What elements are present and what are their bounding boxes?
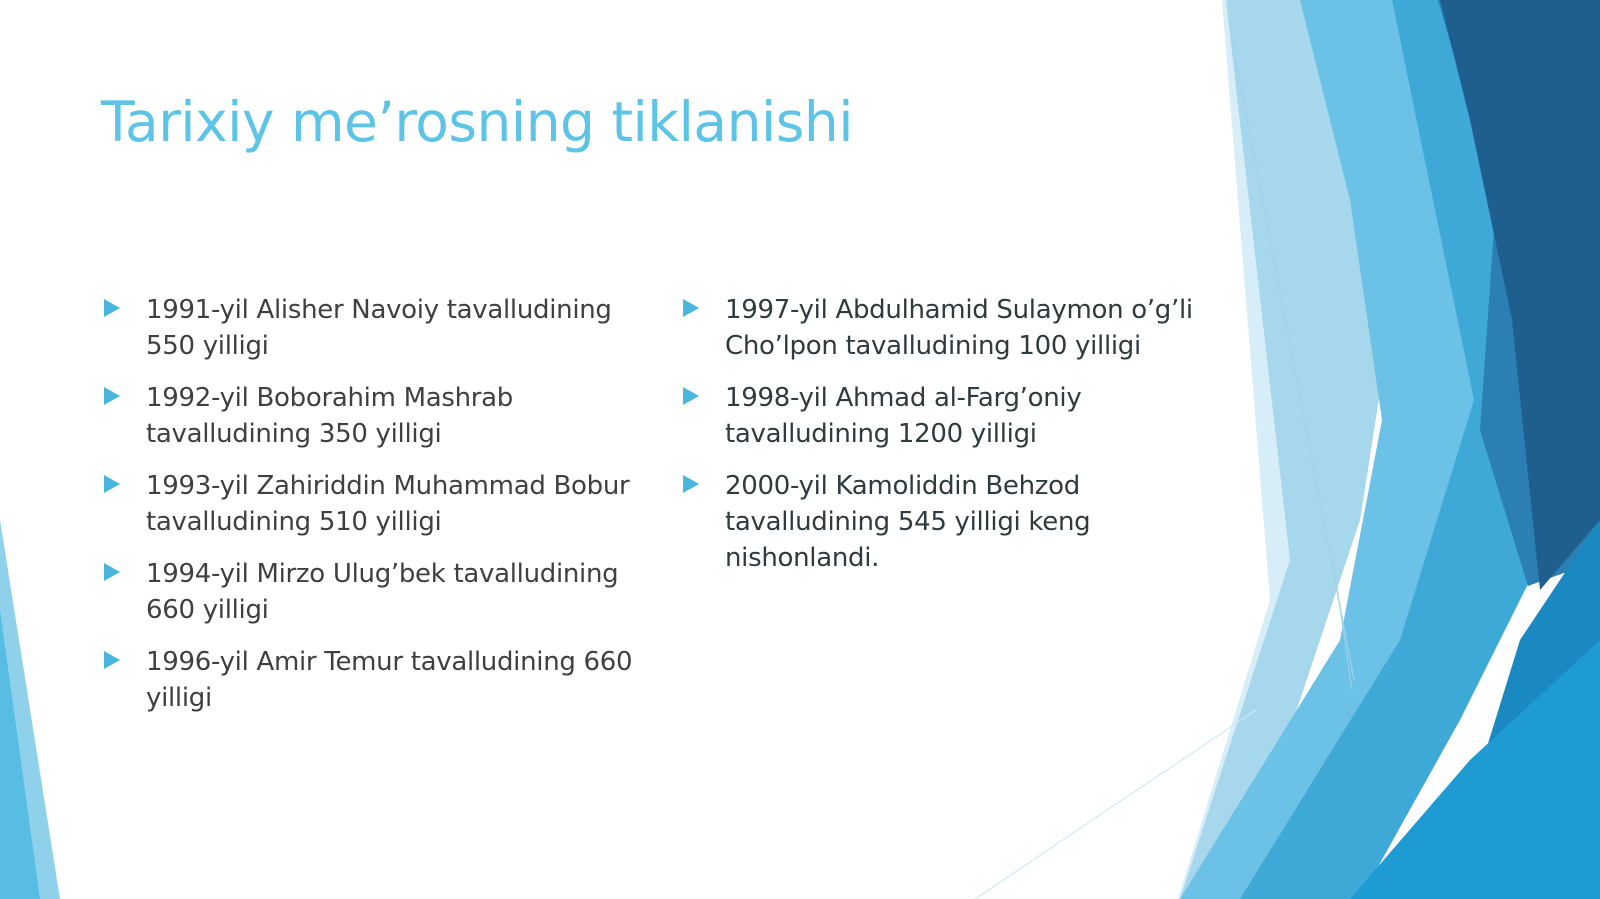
play-triangle-icon: [104, 651, 120, 669]
bullet-item: [103, 556, 643, 628]
play-triangle-icon: [104, 299, 120, 317]
bullet-item: [103, 644, 643, 716]
play-triangle-icon: [683, 387, 699, 405]
play-triangle-icon: [683, 475, 699, 493]
bullet-list-right: [682, 292, 1202, 592]
bullet-text: 1993-yil Zahiriddin Muhammad Bobur tavalludining 510 yilligi: [146, 471, 630, 537]
bullet-list-left: [103, 292, 643, 732]
bullet-text: 2000-yil Kamoliddin Behzod tavalludining 545 yilligi keng nishonlandi.: [725, 471, 1091, 573]
bullet-text: 1992-yil Boborahim Mashrab tavalludining 350 yilligi: [146, 383, 513, 449]
bullet-text: 1994-yil Mirzo Ulug’bek tavalludining 660 yilligi: [146, 559, 619, 625]
bullet-text: 1991-yil Alisher Navoiy tavalludining 550 yilligi: [146, 295, 612, 361]
bullet-item: [682, 292, 1202, 364]
play-triangle-icon: [104, 387, 120, 405]
slide-title: Tarixiy me’rosning tiklanishi: [101, 90, 854, 154]
play-triangle-icon: [683, 299, 699, 317]
bullet-item: [103, 292, 643, 364]
bullet-item: [682, 468, 1202, 576]
bullet-text: 1996-yil Amir Temur tavalludining 660 yilligi: [146, 647, 633, 713]
bullet-text: 1998-yil Ahmad al-Farg’oniy tavalludining 1200 yilligi: [725, 383, 1082, 449]
bullet-item: [682, 380, 1202, 452]
bullet-item: [103, 380, 643, 452]
bullet-text: 1997-yil Abdulhamid Sulaymon o’g’li Cho’lpon tavalludining 100 yilligi: [725, 295, 1193, 361]
bullet-item: [103, 468, 643, 540]
play-triangle-icon: [104, 475, 120, 493]
play-triangle-icon: [104, 563, 120, 581]
